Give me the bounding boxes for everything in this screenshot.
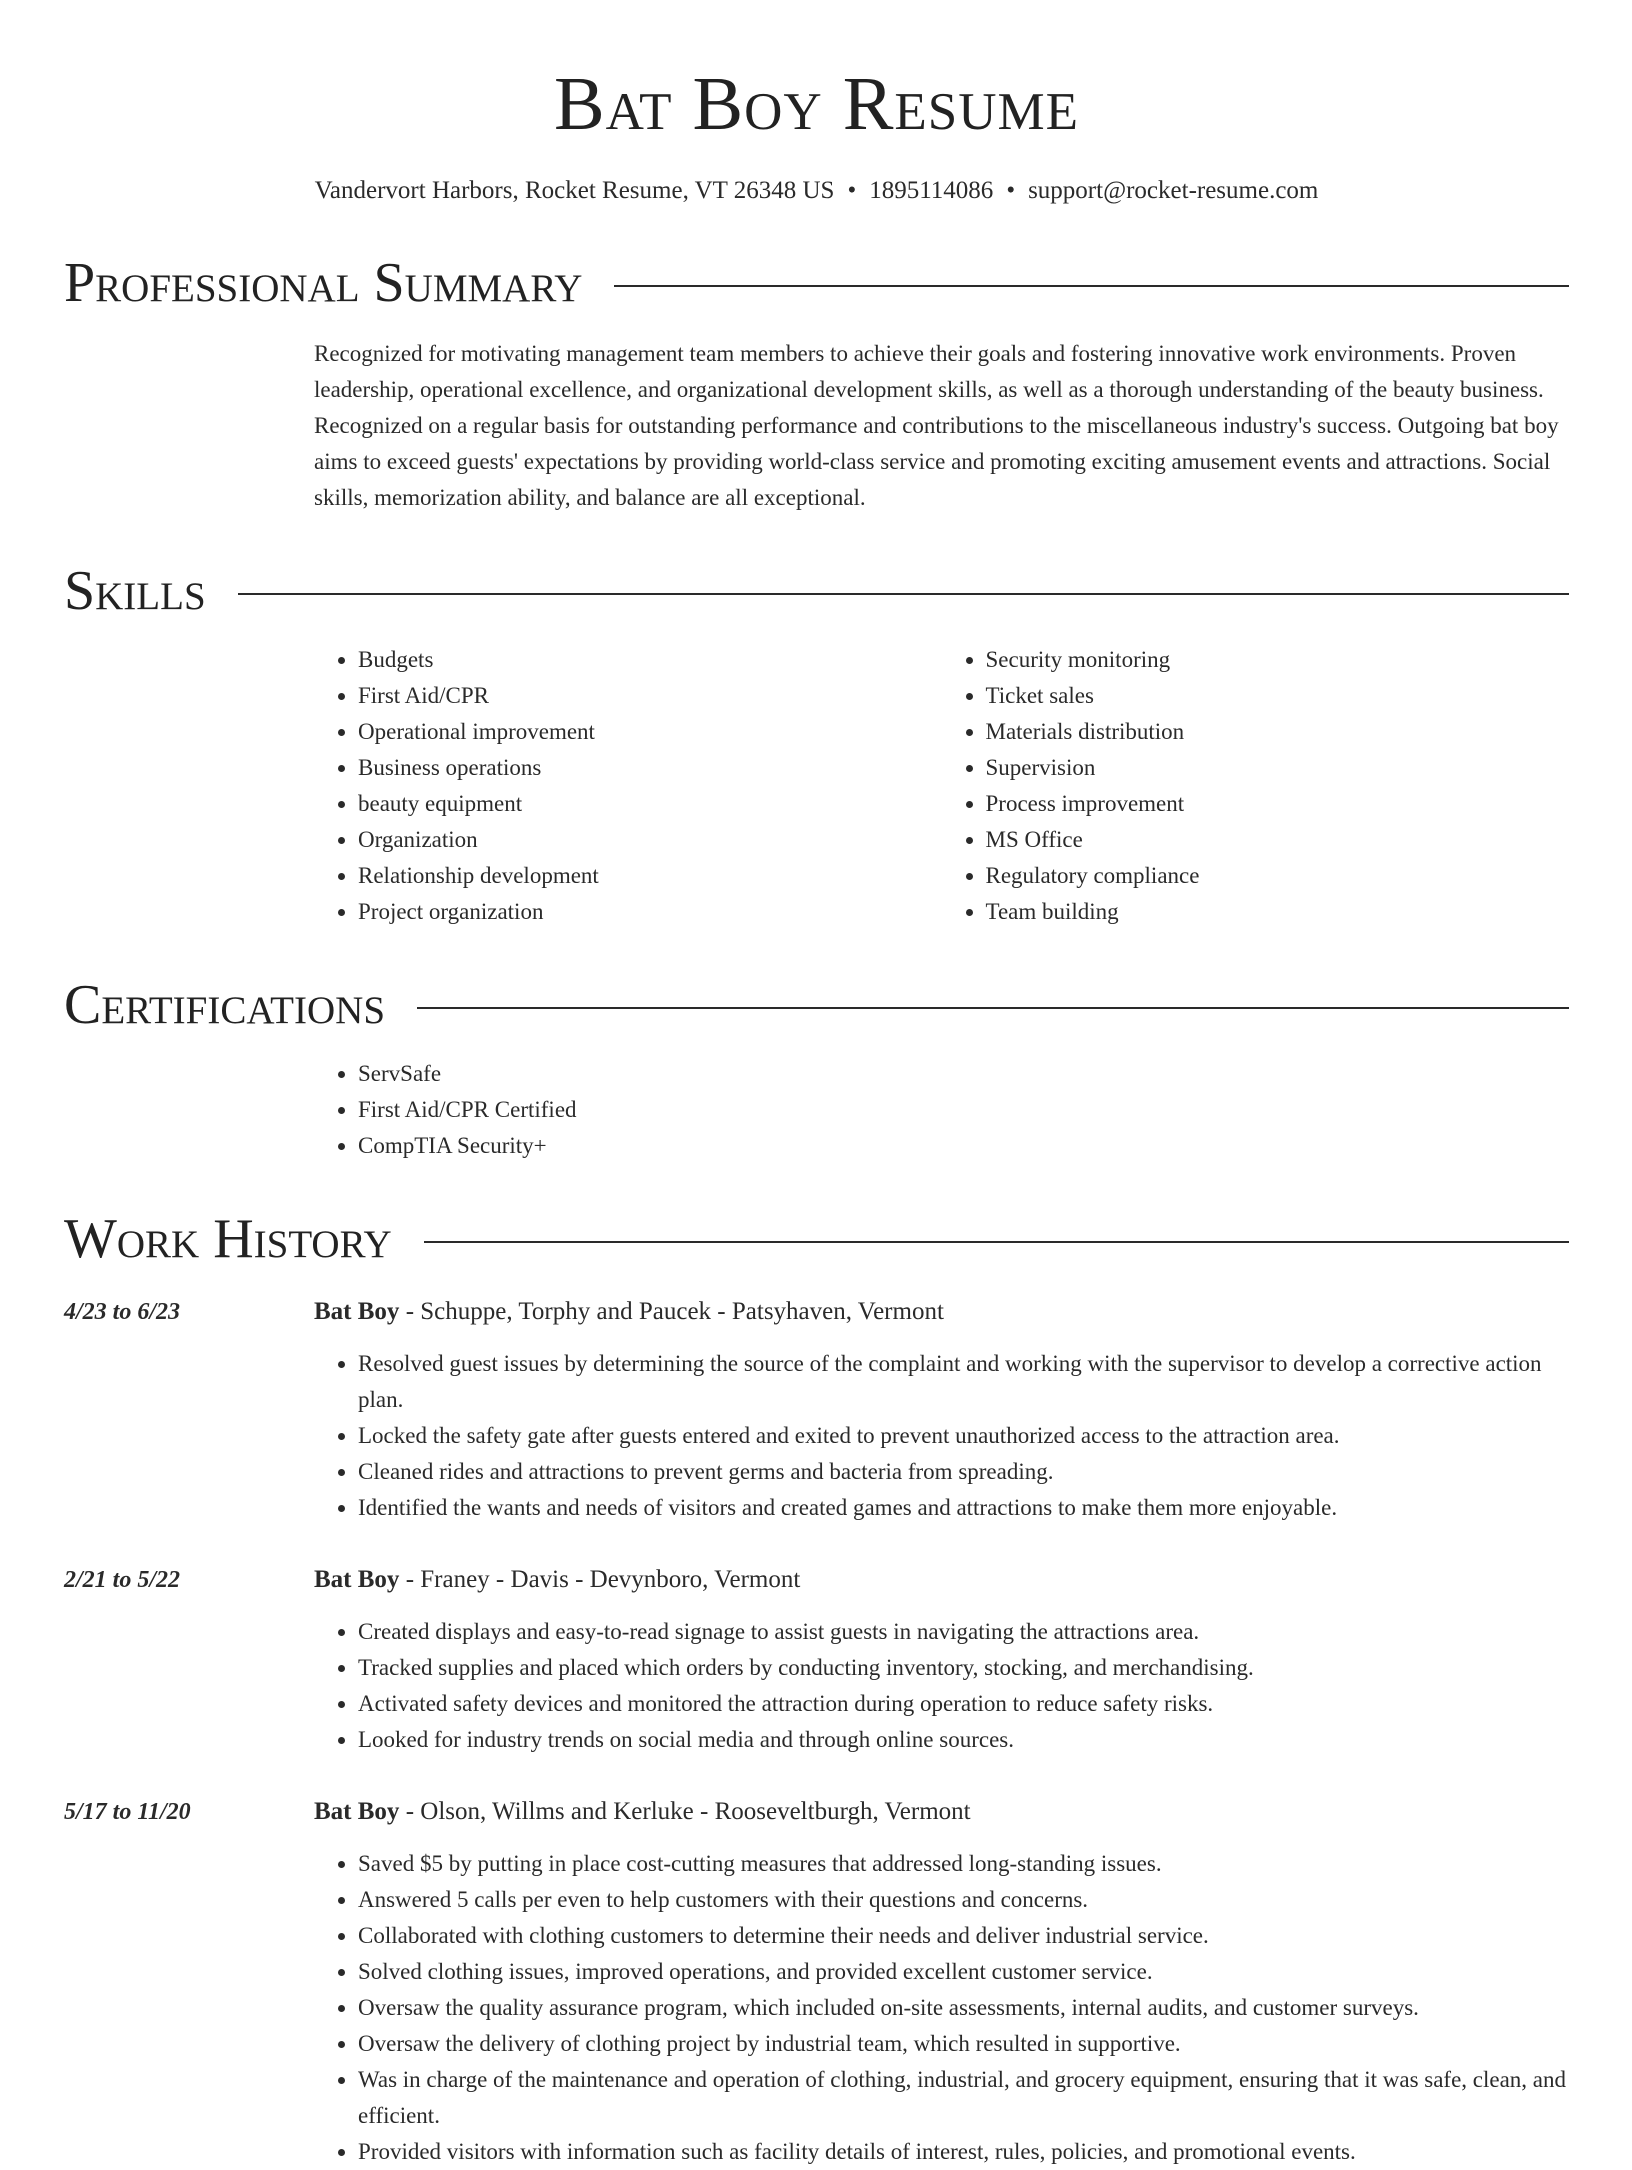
skill-item: • Materials distribution (986, 714, 1570, 750)
skill-item: • Process improvement (986, 786, 1570, 822)
job-dates: 4/23 to 6/23 (64, 1299, 181, 1325)
certification-item: • ServSafe (358, 1056, 1569, 1092)
job-role: Bat Boy (314, 1798, 400, 1825)
job-bullet: • Identified the wants and needs of visitors and created games and attractions to make them more enjoyable. (358, 1490, 1569, 1526)
resume-page (64, 0, 1569, 2170)
skill-item: • Ticket sales (986, 678, 1570, 714)
work-section-header (64, 1208, 1569, 1270)
job-employer: - Franey - Davis - Devynboro, Vermont (399, 1566, 801, 1593)
certification-item: • First Aid/CPR Certified (358, 1092, 1569, 1128)
job-bullet: • Solved clothing issues, improved operations, and provided excellent customer service. (358, 1954, 1569, 1990)
skill-item: • Regulatory compliance (986, 858, 1570, 894)
skill-item: • Budgets (358, 642, 942, 678)
job-detail (314, 1794, 1569, 2170)
certification-item: • CompTIA Security+ (358, 1128, 1569, 1164)
job-title-line (314, 1794, 1569, 1830)
job-bullet: • Answered 5 calls per even to help customers with their questions and concerns. (358, 1882, 1569, 1918)
skill-item: • beauty equipment (358, 786, 942, 822)
job-detail (314, 1294, 1569, 1526)
job-bullet: • Resolved guest issues by determining the source of the complaint and working with the supervisor to develop a corrective action plan. (358, 1346, 1569, 1418)
certifications-list (314, 1056, 1569, 1164)
job-employer: - Olson, Willms and Kerluke - Rooseveltburgh, Vermont (399, 1798, 971, 1825)
job-title-line (314, 1294, 1569, 1330)
job-bullets (314, 1346, 1569, 1526)
job-detail (314, 1562, 1569, 1758)
section-divider (424, 1241, 1569, 1243)
contact-email: support@rocket-resume.com (1028, 177, 1319, 204)
job-bullet: • Activated safety devices and monitored the attraction during operation to reduce safety risks. (358, 1686, 1569, 1722)
skill-item: • Business operations (358, 750, 942, 786)
job-bullet: • Looked for industry trends on social media and through online sources. (358, 1722, 1569, 1758)
contact-address: Vandervort Harbors, Rocket Resume, VT 26348 US (314, 177, 835, 204)
job-entry (64, 1294, 1569, 1526)
skill-item: • Supervision (986, 750, 1570, 786)
resume-name: Bat Boy Resume (553, 62, 1080, 146)
skill-item: • MS Office (986, 822, 1570, 858)
skill-item: • Organization (358, 822, 942, 858)
skills-section-header (64, 560, 1569, 622)
job-entry (64, 1794, 1569, 2170)
job-role: Bat Boy (314, 1566, 400, 1593)
job-bullet: • Cleaned rides and attractions to prevent germs and bacteria from spreading. (358, 1454, 1569, 1490)
job-bullet: • Created displays and easy-to-read signage to assist guests in navigating the attractions area. (358, 1614, 1569, 1650)
summary-text: Recognized for motivating management team members to achieve their goals and fostering innovative work environments. Proven leadership, operational excellence, and organizational development skills, as well as a thorough understanding of the beauty business. Recognized on a regular basis for outstanding performance and contributions to the miscellaneous industry's success. Outgoing bat boy aims to exceed guests' expectations by providing world-class service and promoting exciting amusement events and attractions. Social skills, memorization ability, and balance are all exceptional. (314, 341, 1559, 510)
certifications-section-header (64, 974, 1569, 1036)
skill-item: • Relationship development (358, 858, 942, 894)
job-role: Bat Boy (314, 1298, 400, 1325)
job-dates: 5/17 to 11/20 (64, 1799, 191, 1825)
summary-section-header (64, 252, 1569, 314)
contact-separator: • (847, 177, 857, 204)
section-divider (417, 1007, 1569, 1009)
job-bullets (314, 1614, 1569, 1758)
contact-phone: 1895114086 (869, 177, 994, 204)
job-entry (64, 1562, 1569, 1758)
skill-item: • Security monitoring (986, 642, 1570, 678)
job-dates: 2/21 to 5/22 (64, 1567, 181, 1593)
job-bullet: • Collaborated with clothing customers to determine their needs and deliver industrial service. (358, 1918, 1569, 1954)
skills-list (314, 642, 1569, 930)
summary-heading: Professional Summary (64, 252, 583, 314)
job-bullet: • Was in charge of the maintenance and operation of clothing, industrial, and grocery equipment, ensuring that it was safe, clean, and efficient. (358, 2062, 1569, 2134)
skill-item: • Project organization (358, 894, 942, 930)
job-bullet: • Provided visitors with information such as facility details of interest, rules, policies, and promotional events. (358, 2134, 1569, 2170)
skills-column-left (314, 642, 942, 930)
section-divider (238, 593, 1569, 595)
job-bullets (314, 1846, 1569, 2170)
skills-column-right (942, 642, 1570, 930)
job-employer: - Schuppe, Torphy and Paucek - Patsyhaven, Vermont (399, 1298, 944, 1325)
job-bullet: • Tracked supplies and placed which orders by conducting inventory, stocking, and merchandising. (358, 1650, 1569, 1686)
job-bullet: • Oversaw the delivery of clothing project by industrial team, which resulted in supportive. (358, 2026, 1569, 2062)
skills-heading: Skills (64, 560, 206, 622)
job-title-line (314, 1562, 1569, 1598)
skill-item: • Operational improvement (358, 714, 942, 750)
job-bullet: • Oversaw the quality assurance program, which included on-site assessments, internal audits, and customer surveys. (358, 1990, 1569, 2026)
section-divider (614, 285, 1569, 287)
job-bullet: • Locked the safety gate after guests entered and exited to prevent unauthorized access to the attraction area. (358, 1418, 1569, 1454)
contact-separator: • (1006, 177, 1016, 204)
certifications-heading: Certifications (64, 974, 386, 1036)
contact-line (64, 174, 1569, 208)
work-heading: Work History (64, 1208, 392, 1270)
skill-item: • First Aid/CPR (358, 678, 942, 714)
skill-item: • Team building (986, 894, 1570, 930)
job-bullet: • Saved $5 by putting in place cost-cutting measures that addressed long-standing issues. (358, 1846, 1569, 1882)
